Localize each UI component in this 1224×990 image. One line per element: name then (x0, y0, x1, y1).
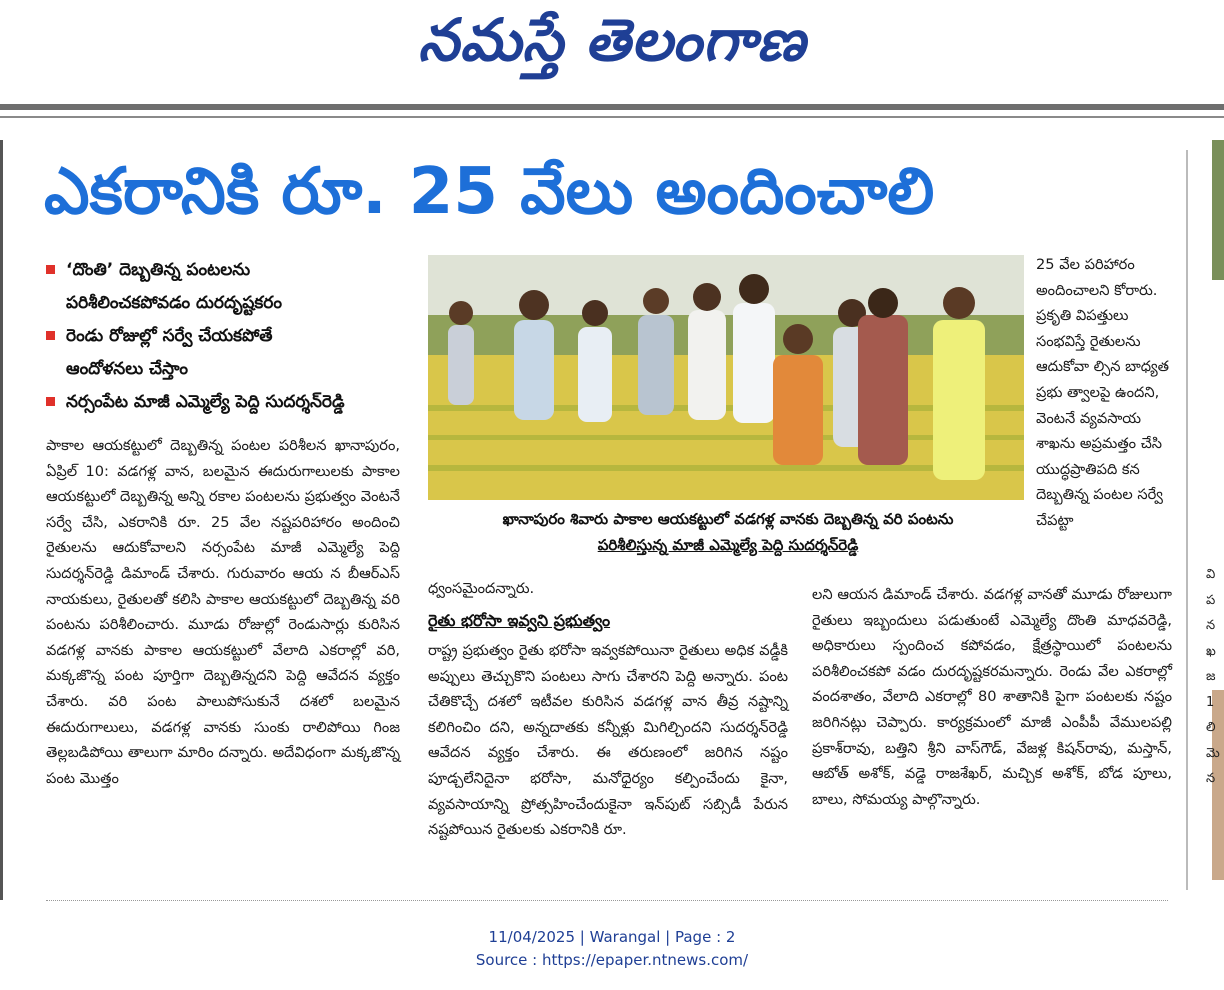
page-footer (0, 926, 1224, 972)
article-column-2-body (428, 638, 788, 843)
caption-line: పరిశీలిస్తున్న మాజీ ఎమ్మెల్యే పెద్ది సుదర్శన్‌రెడ్డి (597, 536, 859, 554)
article-side-column (1036, 252, 1172, 534)
adjacent-text-char: ప (1206, 592, 1216, 608)
article-body-text: లని ఆయన డిమాండ్ చేశారు. వడగళ్ల వానతో మూడు రోజులుగా రైతులు ఇబ్బందులు పడుతుంటే ఎమ్మెల్యే దొంతి మాధవరెడ్డి, అధికారులు స్పందించ కపోవడం, క్షేత్రస్థాయిలో పంటలను పరిశీలించకపో వడం దురదృష్టకరమన్నారు. రెండు వేల ఎకరాల్లో వందశాతం, వేలాది ఎకరాల్లో 80 శాతానికి పైగా పంటలకు నష్టం జరిగినట్లు చెప్పారు. కార్యక్రమంలో మాజీ ఎంపీపీ వేములపల్లి ప్రకాశ్‌రావు, బత్తిని శ్రీని వాస్‌గౌడ్, వేజళ్ల కిషన్‌రావు, మస్తాన్, ఆబోత్ అశోక్, వడ్డె రాజశేఖర్, మచ్చిక అశోక్, బోడ పూలు, బాలు, సోమయ్య పాల్గొన్నారు. (812, 586, 1172, 808)
article-headline: ఎకరానికి రూ. 25 వేలు అందించాలి (44, 155, 935, 229)
bullet-text: పరిశీలించకపోవడం దురదృష్టకరం (66, 293, 282, 313)
article-body-text: ధ్వంసమైందన్నారు. (428, 580, 535, 597)
article-column-3 (812, 582, 1172, 812)
bullet-item (44, 386, 424, 419)
bullet-item (44, 254, 424, 320)
adjacent-article-text (1206, 562, 1224, 792)
masthead-divider-thin (0, 116, 1224, 118)
bullet-text: నర్సంపేట మాజీ ఎమ్మెల్యే పెద్ది సుదర్శన్‌రెడ్డి (66, 392, 345, 412)
adjacent-photo (1212, 140, 1224, 280)
masthead-divider (0, 104, 1224, 110)
masthead (0, 0, 1224, 100)
bullet-text: ‘దొంతి’ దెబ్బతిన్న పంటలను (66, 260, 251, 280)
photo-image (428, 255, 1024, 500)
adjacent-text-char: జ (1206, 669, 1216, 684)
adjacent-text-char: వి (1206, 567, 1216, 582)
adjacent-text-char: మె (1206, 745, 1220, 761)
article-body-text: 25 వేల పరిహారం అందించాలని కోరారు. ప్రకృతి విపత్తులు సంభవిస్తే రైతులను ఆదుకోవా ల్సిన బాధ్యత ప్రభు త్వాలపై ఉందని, వెంటనే వ్యవసాయ శాఖను అప్రమత్తం చేసి యుద్ధప్రాతిపది కన దెబ్బతిన్న పంటల సర్వే చేపట్టా (1036, 256, 1170, 529)
bullet-square-icon (46, 397, 55, 406)
newspaper-logo: నమస్తే తెలంగాణ (418, 6, 806, 74)
adjacent-text-char: న (1206, 618, 1216, 633)
article-column-2 (428, 576, 788, 602)
article-body-text: రాష్ట్ర ప్రభుత్వం రైతు భరోసా ఇవ్వకపోయినా రైతులు అధిక వడ్డీకి అప్పులు తెచ్చుకొని పంటలు సాగు చేశారని పెద్ది అన్నారు. పంట చేతికొచ్చే దశలో ఇటీవల కురిసిన వడగళ్ల వాన తీవ్ర నష్టాన్ని కలిగించిం దని, అన్నదాతకు కన్నీళ్లు మిగిల్చిందని సుదర్శన్‌రెడ్డి ఆవేదన వ్యక్తం చేశారు. ఈ తరుణంలో జరిగిన నష్టం పూడ్చలేనిదైనా భరోసా, మనోధైర్యం కల్పించేందు కైనా, వ్యవసాయాన్ని ప్రోత్సహించేందుకైనా ఇన్‌పుట్ సబ్సిడీ పేరున నష్టపోయిన రైతులకు ఎకరానికి రూ. (428, 642, 788, 839)
clip-bottom-border (46, 900, 1168, 901)
bullet-text: రెండు రోజుల్లో సర్వే చేయకపోతే (66, 326, 273, 346)
bullet-text: ఆందోళనలు చేస్తాం (66, 359, 188, 379)
photo-caption (428, 506, 1028, 558)
adjacent-text-char: 1 (1206, 694, 1215, 710)
adjacent-text-char: న (1206, 771, 1216, 786)
edition-info: 11/04/2025 | Warangal | Page : 2 (488, 928, 736, 946)
bullet-item (44, 320, 424, 386)
caption-line: ఖానాపురం శివారు పాకాల ఆయకట్టులో వడగళ్ల వానకు దెబ్బతిన్న వరి పంటను (502, 510, 954, 528)
bullet-square-icon (46, 265, 55, 274)
article-photo (428, 255, 1024, 500)
bullet-square-icon (46, 331, 55, 340)
adjacent-text-char: ఖ (1206, 643, 1216, 659)
article-body-text: పాకాల ఆయకట్టులో దెబ్బతిన్న పంటల పరిశీలన ఖానాపురం, ఏప్రిల్ 10: వడగళ్ల వాన, బలమైన ఈదురుగాలులకు పాకాల ఆయకట్టులో దెబ్బతిన్న అన్ని రకాల పంటలను ప్రభుత్వం వెంటనే సర్వే చేసి, ఎకరానికి రూ. 25 వేల నష్టపరిహారం అందించి రైతులను ఆదుకోవాలని నర్సంపేట మాజీ ఎమ్మెల్యే పెద్ది సుదర్శన్‌రెడ్డి డిమాండ్ చేశారు. గురువారం ఆయ న బీఆర్‌ఎస్ నాయకులు, రైతులతో కలిసి పాకాల ఆయకట్టులో దెబ్బతిన్న వరి పంటను పరిశీలించారు. మూడు రోజుల్లో రెండుసార్లు కురిసిన వడగళ్ల వానకు పాకాల ఆయకట్టులో వేలాది ఎకరాల్లో వరి, మక్కజొన్న పంట పూర్తిగా దెబ్బతిన్నదని పెద్ది ఆవేదన వ్యక్తం చేశారు. వరి పంట పాలుపోసుకునే దశలో బలమైన ఈదురుగాలులు, వడగళ్ల వానకు సుంకు రాలిపోయి గింజ తెల్లబడిపోయి తాలుగా మారిం దన్నారు. అదేవిధంగా మక్కజొన్న పంట మొత్తం (46, 437, 400, 787)
article-column-1 (46, 433, 400, 791)
adjacent-article-strip (1188, 130, 1224, 900)
source-link[interactable]: Source : https://epaper.ntnews.com/ (475, 951, 749, 969)
highlight-bullets (44, 254, 424, 419)
article-subheading: రైతు భరోసా ఇవ్వని ప్రభుత్వం (428, 611, 611, 630)
adjacent-text-char: లి (1206, 720, 1216, 735)
clip-left-border (0, 140, 3, 900)
